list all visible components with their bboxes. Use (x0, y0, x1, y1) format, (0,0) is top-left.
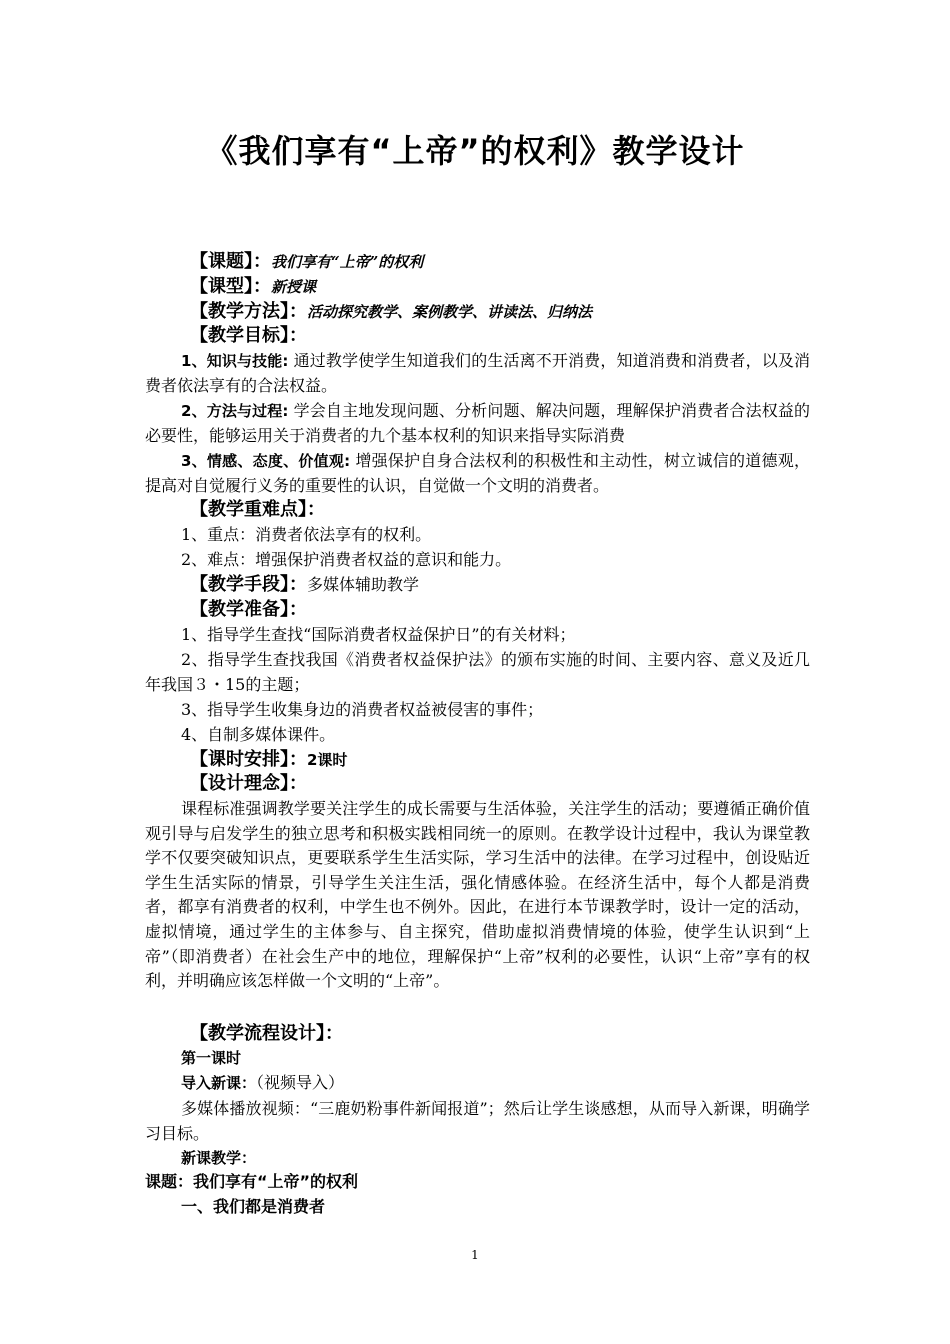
intro-paragraph: 多媒体播放视频：“三鹿奶粉事件新闻报道”；然后让学生谈感想，从而导入新课，明确学习目标。 (145, 1099, 810, 1143)
prep-item: 3、指导学生收集身边的消费者权益被侵害的事件； (181, 700, 544, 719)
section-heading-line (181, 1197, 846, 1217)
prep-item: 4、自制多媒体课件。 (181, 725, 336, 744)
means-value: 多媒体辅助教学 (307, 575, 420, 594)
first-lesson-label: 第一课时 (181, 1049, 242, 1067)
lesson-title: 课题：我们享有“上帝”的权利 (145, 1172, 359, 1191)
hours-value: 2课时 (307, 751, 348, 769)
goal-label: 3、情感、态度、价值观: (181, 452, 351, 470)
prep-heading: 【教学准备】： (190, 599, 307, 620)
topic-value: 我们享有“上帝”的权利 (271, 253, 424, 271)
method-heading: 【教学方法】： (190, 301, 307, 322)
document-title: 《我们享有“上帝”的权利》教学设计 (205, 132, 745, 170)
prep-item: 2、指导学生查找我国《消费者权益保护法》的颁布实施的时间、主要内容、意义及近几年我国３・15的主题； (145, 650, 810, 694)
goal-line (190, 326, 855, 346)
hours-heading: 【课时安排】： (190, 749, 307, 770)
topic-heading: 【课题】： (190, 251, 271, 272)
key-heading: 【教学重难点】： (190, 499, 325, 520)
flow-heading: 【教学流程设计】： (190, 1023, 343, 1044)
goal-label: 2、方法与过程: (181, 402, 289, 420)
new-lesson-label: 新课教学： (181, 1149, 257, 1167)
new-lesson (181, 1148, 846, 1168)
first-lesson (181, 1048, 846, 1068)
key-item: 2、难点：增强保护消费者权益的意识和能力。 (181, 550, 512, 569)
topic-line (190, 252, 855, 272)
intro-label: 导入新课： (181, 1074, 257, 1092)
hours-line (190, 750, 855, 770)
type-value: 新授课 (271, 278, 317, 296)
intro-line (181, 1073, 846, 1093)
means-heading: 【教学手段】： (190, 574, 307, 595)
key-item: 1、重点：消费者依法享有的权利。 (181, 525, 432, 544)
goal-item (145, 449, 810, 498)
idea-paragraph: 课程标准强调教学要关注学生的成长需要与生活体验，关注学生的活动；要遵循正确价值观引导与启发学生的独立思考和积极实践相同统一的原则。在教学设计过程中，我认为课堂教学不仅要突破知识点，更要联系学生生活实际，学习生活中的法律。在学习过程中，创设贴近学生生活实际的情景，引导学生关注生活，强化情感体验。在经济生活中，每个人都是消费者，都享有消费者的权利，中学生也不例外。因此，在进行本节课教学时，设计一定的活动，虚拟情境，通过学生的主体参与、自主探究，借助虚拟消费情境的体验，使学生认识到“上帝”（即消费者）在社会生产中的地位，理解保护“上帝”权利的必要性，认识“上帝”享有的权利，并明确应该怎样做一个文明的“上帝”。 (145, 799, 810, 991)
prep-item: 1、指导学生查找“国际消费者权益保护日”的有关材料； (181, 625, 576, 644)
idea-heading: 【设计理念】： (190, 773, 307, 794)
method-line (190, 302, 855, 322)
page-number: 1 (471, 1248, 479, 1262)
intro-value: （视频导入） (256, 1073, 345, 1092)
goal-item (145, 399, 810, 448)
key-line (190, 500, 855, 520)
lesson-title-line (145, 1172, 810, 1192)
goal-heading: 【教学目标】： (190, 325, 307, 346)
type-heading: 【课型】： (190, 276, 271, 297)
goal-text: 增强保护自身合法权利的积极性和主动性，树立诚信的道德观，提高对自觉履行义务的重要性的认识，自觉做一个文明的消费者。 (145, 451, 810, 495)
section-heading: 一、我们都是消费者 (181, 1197, 326, 1216)
goal-item (145, 349, 810, 398)
goal-label: 1、知识与技能: (181, 352, 289, 370)
goal-text: 通过教学使学生知道我们的生活离不开消费，知道消费和消费者，以及消费者依法享有的合法权益。 (145, 351, 810, 395)
prep-line (190, 600, 855, 620)
means-line (190, 575, 855, 595)
goal-text: 学会自主地发现问题、分析问题、解决问题，理解保护消费者合法权益的必要性，能够运用关于消费者的九个基本权利的知识来指导实际消费 (145, 401, 810, 445)
type-line (190, 277, 855, 297)
flow-line (190, 1024, 855, 1044)
method-value: 活动探究教学、案例教学、讲读法、归纳法 (307, 303, 593, 321)
idea-line (190, 774, 855, 794)
